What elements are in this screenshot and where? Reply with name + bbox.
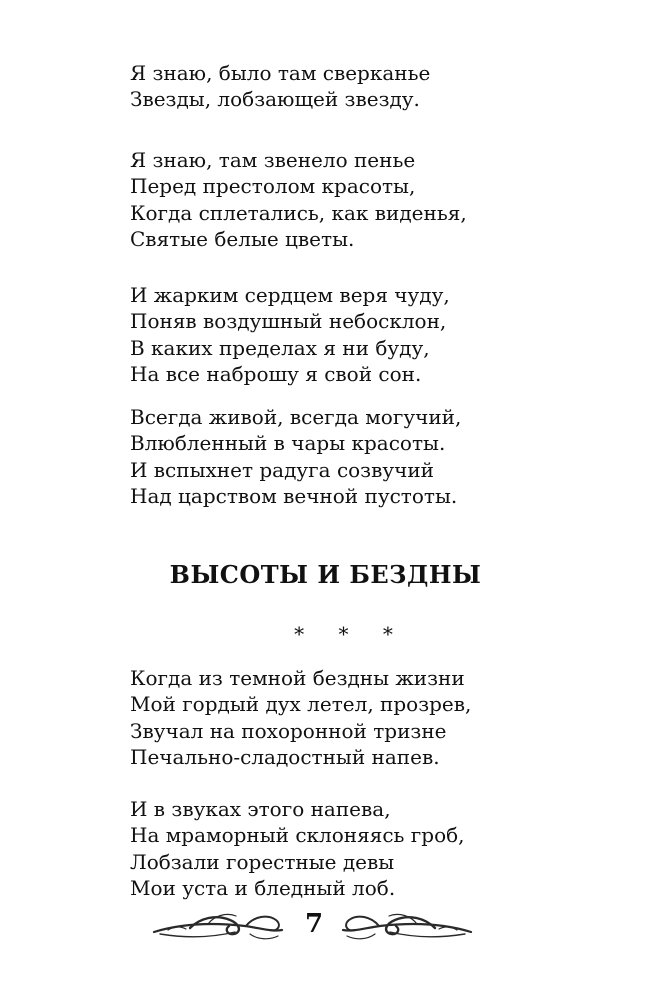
poem-line: Перед престолом красоты, — [130, 174, 416, 199]
poem-line: Я знаю, было там сверканье — [130, 61, 431, 85]
section-title: ВЫСОТЫ И БЕЗДНЫ — [169, 560, 482, 589]
poem-line: И жарким сердцем веря чуду, — [130, 283, 450, 307]
flourish-ornament-icon — [150, 902, 290, 948]
poem-line: Печально-сладостный напев. — [130, 744, 440, 769]
poem-stanza — [130, 60, 600, 113]
poem-line: Лобзали горестные девы — [130, 849, 395, 874]
asterism-separator: * * * — [294, 622, 407, 646]
poem-line: Поняв воздушный небосклон, — [130, 309, 447, 334]
poem-line: И вспыхнет радуга созвучий — [130, 457, 435, 482]
poem-stanza — [130, 404, 600, 509]
poem-line: В каких пределах я ни буду, — [130, 335, 430, 360]
poem-line: Всегда живой, всегда могучий, — [130, 405, 462, 429]
poem-stanza — [130, 796, 600, 901]
page-number: 7 — [304, 909, 324, 939]
poem-line: На мраморный склоняясь гроб, — [130, 823, 465, 848]
poem-line: Мой гордый дух летел, прозрев, — [130, 692, 472, 717]
poem-stanza — [130, 665, 600, 770]
poem-line: Я знаю, там звенело пенье — [130, 148, 416, 172]
poem-stanza — [130, 282, 600, 387]
poem-stanza — [130, 147, 600, 252]
poem-line: Влюбленный в чары красоты. — [130, 431, 446, 456]
poem-line: И в звуках этого напева, — [130, 797, 391, 821]
poem-line: Звезды, лобзающей звезду. — [130, 87, 420, 112]
flourish-ornament-icon — [335, 902, 475, 948]
poem-line: Когда из темной бездны жизни — [130, 666, 465, 690]
poem-line: Святые белые цветы. — [130, 226, 355, 251]
poem-line: Звучал на похоронной тризне — [130, 718, 447, 743]
poem-line: На все наброшу я свой сон. — [130, 361, 422, 386]
poem-line: Над царством вечной пустоты. — [130, 483, 458, 508]
poem-line: Когда сплетались, как виденья, — [130, 200, 467, 225]
poem-line: Мои уста и бледный лоб. — [130, 875, 396, 900]
